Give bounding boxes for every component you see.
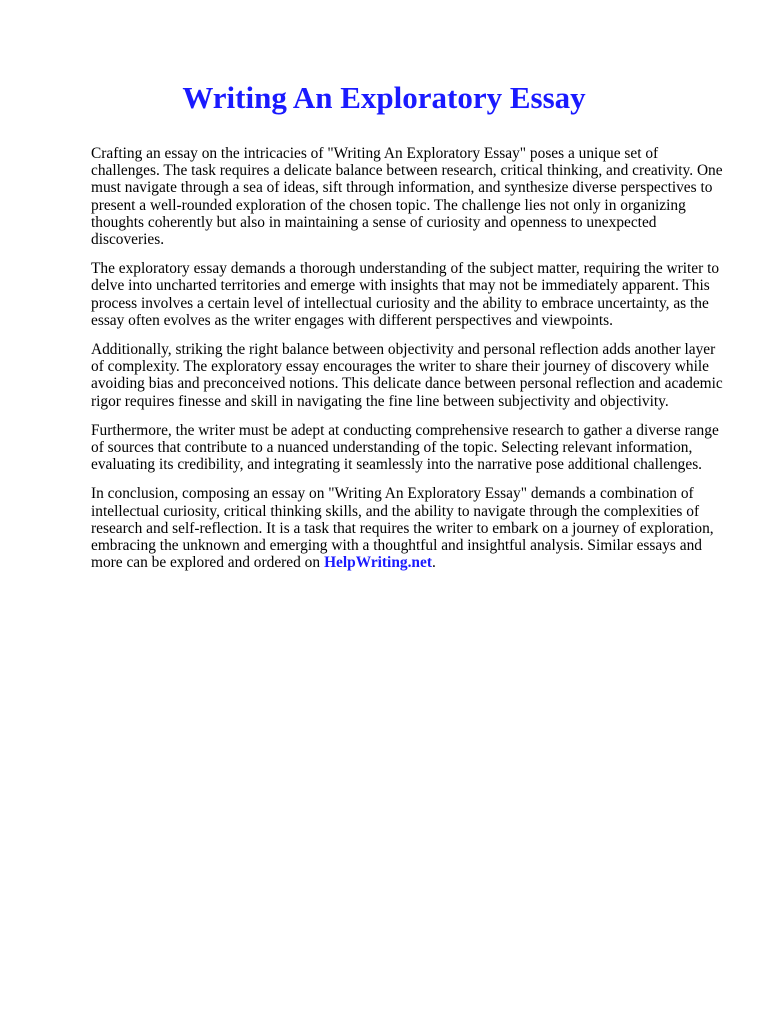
conclusion-period: .: [431, 554, 436, 572]
paragraph-conclusion: [91, 485, 727, 571]
essay-body: [91, 145, 727, 583]
page-title: Writing An Exploratory Essay: [182, 80, 586, 115]
conclusion-text: In conclusion, composing an essay on "Writing An Exploratory Essay" demands a combination of intellectual curiosity, critical thinking skills, and the ability to navigate through the complexities of research and self-reflection. It is a task that requires the writer to embark on a journey of exploration, embracing the unknown and emerging with a thoughtful and insightful analysis. Similar essays and more can be explored and ordered on: [91, 485, 714, 572]
paragraph-research: Furthermore, the writer must be adept at conducting comprehensive research to gather a diverse range of sources that contribute to a nuanced understanding of the topic. Selecting relevant information, evaluating its credibility, and integrating it seamlessly into the narrative pose additional challenges.: [91, 421, 719, 474]
paragraph-subject-matter: The exploratory essay demands a thorough understanding of the subject matter, requiring the writer to delve into uncharted territories and emerge with insights that may not be immediately apparent. This process involves a certain level of intellectual curiosity and the ability to embrace uncertainty, as the essay often evolves as the writer engages with different perspectives and viewpoints.: [91, 260, 720, 329]
paragraph-intro: Crafting an essay on the intricacies of "Writing An Exploratory Essay" poses a unique set of challenges. The task requires a delicate balance between research, critical thinking, and creativity. One must navigate through a sea of ideas, sift through information, and synthesize diverse perspectives to present a well-rounded exploration of the chosen topic. The challenge lies not only in organizing thoughts coherently but also in maintaining a sense of curiosity and openness to unexpected discoveries.: [91, 145, 723, 249]
paragraph-balance: Additionally, striking the right balance between objectivity and personal reflection adds another layer of complexity. The exploratory essay encourages the writer to share their journey of discovery while avoiding bias and preconceived notions. This delicate dance between personal reflection and academic rigor requires finesse and skill in navigating the fine line between subjectivity and objectivity.: [91, 341, 723, 410]
helpwriting-link[interactable]: HelpWriting.net: [324, 554, 432, 572]
